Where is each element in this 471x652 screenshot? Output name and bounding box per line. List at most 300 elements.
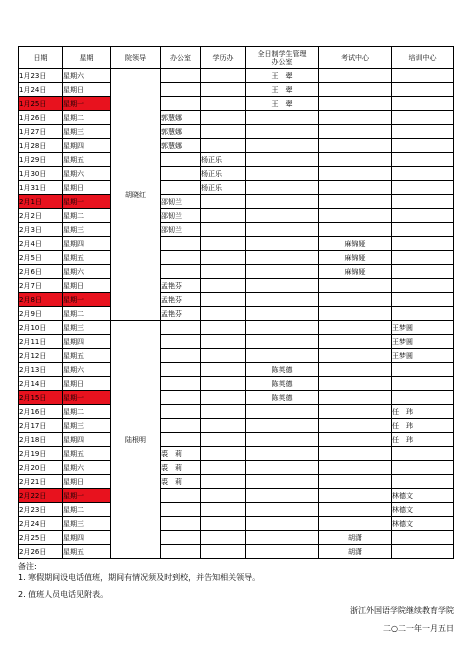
weekday-cell: 星期一 xyxy=(63,391,111,405)
office-cell xyxy=(161,321,201,335)
training-cell xyxy=(392,237,454,251)
exam-cell xyxy=(319,69,392,83)
fulltime-cell xyxy=(246,111,319,125)
fulltime-cell xyxy=(246,265,319,279)
table-row xyxy=(19,69,454,83)
training-cell xyxy=(392,307,454,321)
fulltime-cell xyxy=(246,405,319,419)
date-cell: 1月23日 xyxy=(19,69,63,83)
weekday-cell: 星期三 xyxy=(63,223,111,237)
academic-cell xyxy=(201,265,246,279)
table-row xyxy=(19,209,454,223)
training-cell: 任 玮 xyxy=(392,433,454,447)
date-cell: 1月25日 xyxy=(19,97,63,111)
weekday-cell: 星期二 xyxy=(63,405,111,419)
academic-cell xyxy=(201,251,246,265)
header-fulltime xyxy=(246,47,319,69)
weekday-cell: 星期三 xyxy=(63,321,111,335)
date-cell: 1月24日 xyxy=(19,83,63,97)
academic-cell: 杨正乐 xyxy=(201,181,246,195)
exam-cell xyxy=(319,97,392,111)
fulltime-cell xyxy=(246,167,319,181)
table-row xyxy=(19,531,454,545)
academic-cell xyxy=(201,489,246,503)
date-cell: 2月10日 xyxy=(19,321,63,335)
training-cell: 林德文 xyxy=(392,503,454,517)
training-cell xyxy=(392,83,454,97)
date-cell: 2月5日 xyxy=(19,251,63,265)
table-row xyxy=(19,377,454,391)
note-item-1: 1. 寒假期间设电话值班，期间有情况须及时到校，并告知相关领导。 xyxy=(18,573,261,582)
exam-cell xyxy=(319,419,392,433)
fulltime-cell xyxy=(246,195,319,209)
date-cell: 1月29日 xyxy=(19,153,63,167)
academic-cell xyxy=(201,279,246,293)
academic-cell xyxy=(201,377,246,391)
header-exam: 考试中心 xyxy=(319,47,392,69)
weekday-cell: 星期六 xyxy=(63,167,111,181)
exam-cell xyxy=(319,503,392,517)
table-row xyxy=(19,489,454,503)
training-cell: 任 玮 xyxy=(392,405,454,419)
date-cell: 1月28日 xyxy=(19,139,63,153)
training-cell: 林德文 xyxy=(392,517,454,531)
office-cell xyxy=(161,167,201,181)
office-cell: 裘 莉 xyxy=(161,461,201,475)
office-cell xyxy=(161,489,201,503)
fulltime-cell xyxy=(246,139,319,153)
exam-cell xyxy=(319,181,392,195)
date-cell: 2月18日 xyxy=(19,433,63,447)
duty-roster-table xyxy=(18,46,454,559)
academic-cell xyxy=(201,433,246,447)
weekday-cell: 星期五 xyxy=(63,251,111,265)
academic-cell xyxy=(201,335,246,349)
exam-cell: 胡潇 xyxy=(319,531,392,545)
date-cell: 2月3日 xyxy=(19,223,63,237)
leader-cell: 胡晓红 xyxy=(111,69,161,321)
training-cell xyxy=(392,209,454,223)
office-cell xyxy=(161,433,201,447)
table-row xyxy=(19,83,454,97)
exam-cell xyxy=(319,433,392,447)
training-cell: 王梦圆 xyxy=(392,321,454,335)
office-cell: 邵韧兰 xyxy=(161,209,201,223)
training-cell xyxy=(392,461,454,475)
exam-cell xyxy=(319,475,392,489)
academic-cell xyxy=(201,195,246,209)
office-cell xyxy=(161,153,201,167)
fulltime-cell xyxy=(246,433,319,447)
weekday-cell: 星期日 xyxy=(63,377,111,391)
date-cell: 2月13日 xyxy=(19,363,63,377)
office-cell: 郭慧娜 xyxy=(161,125,201,139)
training-cell xyxy=(392,279,454,293)
exam-cell xyxy=(319,307,392,321)
office-cell xyxy=(161,531,201,545)
fulltime-cell xyxy=(246,321,319,335)
training-cell xyxy=(392,69,454,83)
weekday-cell: 星期一 xyxy=(63,489,111,503)
header-date: 日期 xyxy=(19,47,63,69)
date-cell: 2月2日 xyxy=(19,209,63,223)
table-row xyxy=(19,195,454,209)
academic-cell xyxy=(201,111,246,125)
date-cell: 2月22日 xyxy=(19,489,63,503)
academic-cell xyxy=(201,363,246,377)
table-row xyxy=(19,321,454,335)
date-cell: 1月31日 xyxy=(19,181,63,195)
exam-cell: 麻锦娅 xyxy=(319,237,392,251)
header-academic: 学历办 xyxy=(201,47,246,69)
training-cell xyxy=(392,293,454,307)
roster-body xyxy=(19,69,454,559)
office-cell: 裘 莉 xyxy=(161,447,201,461)
fulltime-cell: 王 翚 xyxy=(246,69,319,83)
leader-cell: 陆根明 xyxy=(111,321,161,559)
header-fulltime-line2: 办公室 xyxy=(271,57,293,66)
notes-label: 备注: xyxy=(18,562,37,571)
office-cell: 邵韧兰 xyxy=(161,223,201,237)
weekday-cell: 星期三 xyxy=(63,419,111,433)
fulltime-cell xyxy=(246,447,319,461)
academic-cell xyxy=(201,125,246,139)
table-row xyxy=(19,237,454,251)
training-cell xyxy=(392,111,454,125)
exam-cell xyxy=(319,167,392,181)
table-row xyxy=(19,405,454,419)
header-row xyxy=(19,47,454,69)
academic-cell xyxy=(201,209,246,223)
date-cell: 2月11日 xyxy=(19,335,63,349)
training-cell xyxy=(392,97,454,111)
table-row xyxy=(19,363,454,377)
date-cell: 2月9日 xyxy=(19,307,63,321)
academic-cell xyxy=(201,545,246,559)
training-cell xyxy=(392,475,454,489)
weekday-cell: 星期五 xyxy=(63,545,111,559)
weekday-cell: 星期四 xyxy=(63,237,111,251)
date-cell: 2月12日 xyxy=(19,349,63,363)
office-cell xyxy=(161,181,201,195)
header-office: 办公室 xyxy=(161,47,201,69)
table-row xyxy=(19,139,454,153)
weekday-cell: 星期日 xyxy=(63,475,111,489)
academic-cell: 杨正乐 xyxy=(201,167,246,181)
academic-cell xyxy=(201,461,246,475)
weekday-cell: 星期六 xyxy=(63,461,111,475)
fulltime-cell: 陈英德 xyxy=(246,377,319,391)
exam-cell xyxy=(319,195,392,209)
office-cell xyxy=(161,419,201,433)
exam-cell xyxy=(319,447,392,461)
exam-cell xyxy=(319,111,392,125)
weekday-cell: 星期六 xyxy=(63,69,111,83)
exam-cell xyxy=(319,83,392,97)
weekday-cell: 星期六 xyxy=(63,265,111,279)
office-cell xyxy=(161,83,201,97)
table-row xyxy=(19,517,454,531)
office-cell xyxy=(161,405,201,419)
weekday-cell: 星期四 xyxy=(63,531,111,545)
weekday-cell: 星期一 xyxy=(63,195,111,209)
fulltime-cell xyxy=(246,349,319,363)
academic-cell xyxy=(201,307,246,321)
training-cell xyxy=(392,447,454,461)
fulltime-cell xyxy=(246,209,319,223)
weekday-cell: 星期二 xyxy=(63,111,111,125)
exam-cell xyxy=(319,391,392,405)
academic-cell xyxy=(201,503,246,517)
date-cell: 2月16日 xyxy=(19,405,63,419)
exam-cell: 麻锦娅 xyxy=(319,251,392,265)
training-cell xyxy=(392,531,454,545)
academic-cell xyxy=(201,531,246,545)
exam-cell xyxy=(319,461,392,475)
office-cell: 孟艳芬 xyxy=(161,293,201,307)
table-row xyxy=(19,97,454,111)
exam-cell xyxy=(319,335,392,349)
training-cell: 王梦圆 xyxy=(392,349,454,363)
weekday-cell: 星期五 xyxy=(63,349,111,363)
date-cell: 2月1日 xyxy=(19,195,63,209)
academic-cell xyxy=(201,293,246,307)
office-cell xyxy=(161,545,201,559)
academic-cell xyxy=(201,83,246,97)
table-row xyxy=(19,181,454,195)
weekday-cell: 星期一 xyxy=(63,293,111,307)
date-cell: 2月15日 xyxy=(19,391,63,405)
issue-date: 二○二一年一月五日 xyxy=(383,624,454,633)
training-cell xyxy=(392,195,454,209)
fulltime-cell xyxy=(246,153,319,167)
table-row xyxy=(19,167,454,181)
fulltime-cell xyxy=(246,237,319,251)
fulltime-cell xyxy=(246,251,319,265)
training-cell xyxy=(392,223,454,237)
date-cell: 2月19日 xyxy=(19,447,63,461)
fulltime-cell xyxy=(246,125,319,139)
fulltime-cell xyxy=(246,475,319,489)
weekday-cell: 星期二 xyxy=(63,503,111,517)
training-cell xyxy=(392,153,454,167)
fulltime-cell xyxy=(246,489,319,503)
training-cell xyxy=(392,167,454,181)
office-cell xyxy=(161,363,201,377)
weekday-cell: 星期日 xyxy=(63,181,111,195)
training-cell xyxy=(392,181,454,195)
training-cell xyxy=(392,139,454,153)
office-cell: 郭慧娜 xyxy=(161,139,201,153)
office-cell xyxy=(161,349,201,363)
table-row xyxy=(19,293,454,307)
exam-cell xyxy=(319,517,392,531)
weekday-cell: 星期三 xyxy=(63,517,111,531)
fulltime-cell xyxy=(246,517,319,531)
table-row xyxy=(19,433,454,447)
training-cell: 王梦圆 xyxy=(392,335,454,349)
table-row xyxy=(19,545,454,559)
office-cell: 邵韧兰 xyxy=(161,195,201,209)
fulltime-cell xyxy=(246,545,319,559)
table-row xyxy=(19,391,454,405)
date-cell: 2月14日 xyxy=(19,377,63,391)
date-cell: 2月23日 xyxy=(19,503,63,517)
office-cell xyxy=(161,69,201,83)
training-cell xyxy=(392,391,454,405)
training-cell xyxy=(392,125,454,139)
exam-cell xyxy=(319,405,392,419)
exam-cell xyxy=(319,223,392,237)
date-cell: 1月30日 xyxy=(19,167,63,181)
table-row xyxy=(19,279,454,293)
table-row xyxy=(19,447,454,461)
office-cell: 孟艳芬 xyxy=(161,307,201,321)
academic-cell xyxy=(201,419,246,433)
fulltime-cell xyxy=(246,335,319,349)
training-cell xyxy=(392,363,454,377)
header-fulltime-line1: 全日制学生管理 xyxy=(257,49,307,58)
academic-cell xyxy=(201,321,246,335)
table-row xyxy=(19,349,454,363)
table-row xyxy=(19,419,454,433)
date-cell: 1月26日 xyxy=(19,111,63,125)
weekday-cell: 星期一 xyxy=(63,97,111,111)
fulltime-cell xyxy=(246,503,319,517)
table-row xyxy=(19,335,454,349)
table-row xyxy=(19,251,454,265)
date-cell: 2月17日 xyxy=(19,419,63,433)
header-leader: 院领导 xyxy=(111,47,161,69)
weekday-cell: 星期四 xyxy=(63,335,111,349)
academic-cell: 杨正乐 xyxy=(201,153,246,167)
table-row xyxy=(19,475,454,489)
exam-cell xyxy=(319,125,392,139)
table-row xyxy=(19,223,454,237)
date-cell: 2月7日 xyxy=(19,279,63,293)
training-cell xyxy=(392,251,454,265)
weekday-cell: 星期四 xyxy=(63,433,111,447)
office-cell: 裘 莉 xyxy=(161,475,201,489)
office-cell xyxy=(161,377,201,391)
office-cell: 郭慧娜 xyxy=(161,111,201,125)
date-cell: 2月26日 xyxy=(19,545,63,559)
note-item-2: 2. 值班人员电话见附表。 xyxy=(18,590,109,599)
fulltime-cell: 王 翚 xyxy=(246,83,319,97)
academic-cell xyxy=(201,139,246,153)
exam-cell xyxy=(319,363,392,377)
weekday-cell: 星期日 xyxy=(63,279,111,293)
table-row xyxy=(19,111,454,125)
date-cell: 2月25日 xyxy=(19,531,63,545)
exam-cell xyxy=(319,377,392,391)
weekday-cell: 星期五 xyxy=(63,447,111,461)
academic-cell xyxy=(201,391,246,405)
weekday-cell: 星期二 xyxy=(63,307,111,321)
table-row xyxy=(19,461,454,475)
academic-cell xyxy=(201,517,246,531)
training-cell: 任 玮 xyxy=(392,419,454,433)
weekday-cell: 星期四 xyxy=(63,139,111,153)
exam-cell: 麻锦娅 xyxy=(319,265,392,279)
training-cell xyxy=(392,265,454,279)
fulltime-cell xyxy=(246,181,319,195)
weekday-cell: 星期三 xyxy=(63,125,111,139)
fulltime-cell xyxy=(246,223,319,237)
fulltime-cell xyxy=(246,531,319,545)
header-training: 培训中心 xyxy=(392,47,454,69)
table-row xyxy=(19,125,454,139)
exam-cell xyxy=(319,293,392,307)
weekday-cell: 星期六 xyxy=(63,363,111,377)
academic-cell xyxy=(201,223,246,237)
date-cell: 2月6日 xyxy=(19,265,63,279)
exam-cell xyxy=(319,321,392,335)
date-cell: 2月4日 xyxy=(19,237,63,251)
date-cell: 2月24日 xyxy=(19,517,63,531)
training-cell xyxy=(392,545,454,559)
fulltime-cell: 陈英德 xyxy=(246,391,319,405)
issuer-name: 浙江外国语学院继续教育学院 xyxy=(350,606,454,615)
academic-cell xyxy=(201,349,246,363)
academic-cell xyxy=(201,475,246,489)
training-cell: 林德文 xyxy=(392,489,454,503)
academic-cell xyxy=(201,69,246,83)
exam-cell xyxy=(319,139,392,153)
office-cell xyxy=(161,391,201,405)
office-cell xyxy=(161,503,201,517)
office-cell xyxy=(161,251,201,265)
weekday-cell: 星期日 xyxy=(63,83,111,97)
training-cell xyxy=(392,377,454,391)
exam-cell xyxy=(319,153,392,167)
fulltime-cell xyxy=(246,307,319,321)
weekday-cell: 星期二 xyxy=(63,209,111,223)
office-cell xyxy=(161,97,201,111)
academic-cell xyxy=(201,405,246,419)
fulltime-cell xyxy=(246,461,319,475)
office-cell xyxy=(161,517,201,531)
exam-cell xyxy=(319,489,392,503)
fulltime-cell xyxy=(246,419,319,433)
weekday-cell: 星期五 xyxy=(63,153,111,167)
table-row xyxy=(19,307,454,321)
exam-cell xyxy=(319,349,392,363)
table-row xyxy=(19,503,454,517)
date-cell: 2月8日 xyxy=(19,293,63,307)
header-weekday: 星期 xyxy=(63,47,111,69)
fulltime-cell xyxy=(246,279,319,293)
exam-cell xyxy=(319,279,392,293)
date-cell: 1月27日 xyxy=(19,125,63,139)
office-cell xyxy=(161,265,201,279)
office-cell xyxy=(161,335,201,349)
date-cell: 2月20日 xyxy=(19,461,63,475)
fulltime-cell: 陈英德 xyxy=(246,363,319,377)
table-row xyxy=(19,265,454,279)
table-row xyxy=(19,153,454,167)
fulltime-cell: 王 翚 xyxy=(246,97,319,111)
academic-cell xyxy=(201,237,246,251)
exam-cell xyxy=(319,209,392,223)
office-cell xyxy=(161,237,201,251)
fulltime-cell xyxy=(246,293,319,307)
exam-cell: 胡潇 xyxy=(319,545,392,559)
academic-cell xyxy=(201,447,246,461)
office-cell: 孟艳芬 xyxy=(161,279,201,293)
academic-cell xyxy=(201,97,246,111)
date-cell: 2月21日 xyxy=(19,475,63,489)
